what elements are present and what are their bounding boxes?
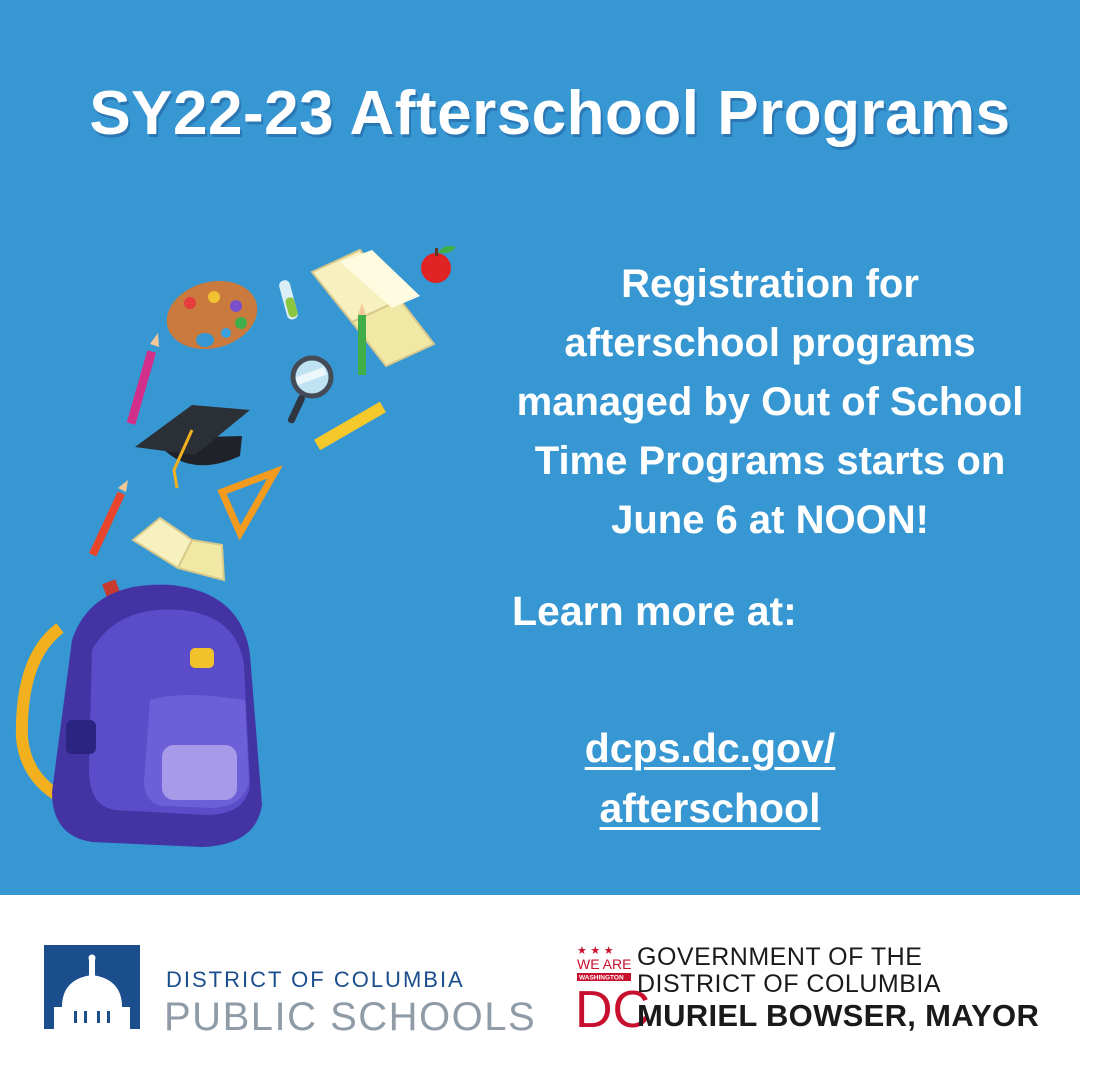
- dcps-capitol-logo-icon: [44, 945, 140, 1029]
- paint-palette-icon: [159, 271, 265, 359]
- learn-more-label: Learn more at:: [512, 588, 797, 634]
- link-line[interactable]: afterschool: [599, 785, 821, 831]
- message-line: managed by Out of School: [516, 380, 1024, 424]
- footer: [0, 895, 1080, 1080]
- svg-text:WASHINGTON: WASHINGTON: [579, 974, 624, 982]
- school-supplies-illustration: [0, 230, 480, 850]
- government-line1: GOVERNMENT OF THE: [637, 943, 923, 971]
- dcps-name-line2: PUBLIC SCHOOLS: [164, 995, 537, 1039]
- triangle-ruler-icon: [222, 472, 275, 533]
- dcps-name-line1: DISTRICT OF COLUMBIA: [166, 967, 465, 992]
- magnifying-glass-icon: [287, 358, 331, 424]
- page-title: SY22-23 Afterschool Programs: [89, 79, 1011, 148]
- link-line[interactable]: dcps.dc.gov/: [584, 725, 836, 771]
- afterschool-link[interactable]: [490, 718, 930, 838]
- svg-text:DC: DC: [575, 981, 651, 1039]
- message-line: June 6 at NOON!: [611, 498, 929, 542]
- backpack-icon: [22, 579, 262, 847]
- open-book-icon: [312, 250, 434, 366]
- we-are-washington-dc-logo-icon: [575, 943, 651, 1039]
- registration-message: [490, 255, 1050, 550]
- government-line2: DISTRICT OF COLUMBIA: [637, 970, 942, 998]
- svg-text:WE ARE: WE ARE: [577, 956, 632, 972]
- svg-text:★ ★ ★: ★ ★ ★: [577, 944, 614, 957]
- message-line: Time Programs starts on: [534, 439, 1006, 483]
- test-tube-icon: [278, 279, 299, 320]
- message-line: afterschool programs: [564, 321, 976, 365]
- graduation-cap-icon: [135, 405, 250, 488]
- pencil-icon: [127, 333, 159, 425]
- open-book-icon: [133, 518, 224, 580]
- apple-icon: [421, 246, 456, 283]
- mayor-name: MURIEL BOWSER, MAYOR: [637, 998, 1040, 1033]
- ruler-icon: [314, 402, 386, 450]
- message-line: Registration for: [621, 262, 919, 306]
- pencil-icon: [89, 480, 128, 557]
- pencil-icon: [358, 303, 366, 375]
